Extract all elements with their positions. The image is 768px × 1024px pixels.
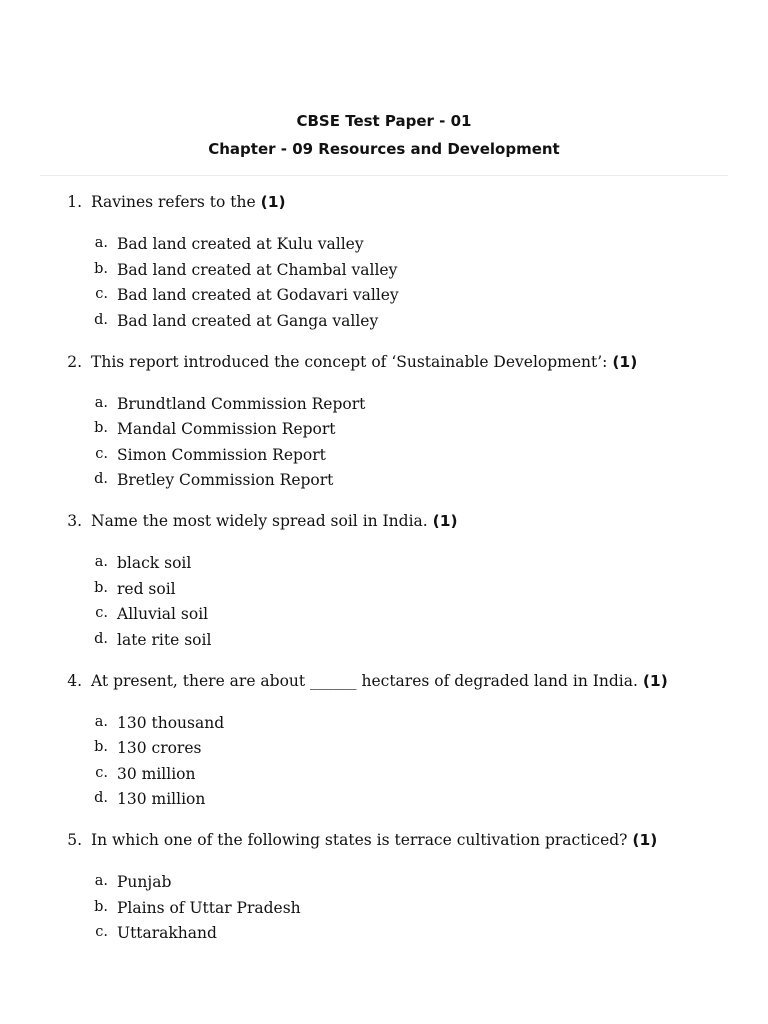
question-stem: Name the most widely spread soil in India. bbox=[91, 512, 428, 530]
question-stem: Ravines refers to the bbox=[91, 193, 256, 211]
option-text: 30 million bbox=[117, 764, 196, 783]
question-5 bbox=[0, 826, 768, 986]
question-text bbox=[91, 672, 668, 690]
question-text bbox=[91, 353, 637, 371]
option-letter: a. bbox=[94, 713, 108, 730]
option-letter: a. bbox=[94, 394, 108, 411]
option-letter: c. bbox=[95, 764, 108, 781]
option-letter: b. bbox=[94, 260, 108, 277]
option-text: Bad land created at Kulu valley bbox=[117, 235, 364, 253]
question-text bbox=[91, 831, 657, 849]
option-letter: b. bbox=[94, 898, 108, 915]
question-number: 3. bbox=[67, 512, 82, 530]
question-3 bbox=[0, 507, 768, 667]
question-marks: (1) bbox=[260, 193, 286, 211]
option-text: Bad land created at Chambal valley bbox=[117, 260, 398, 279]
option-letter: c. bbox=[95, 924, 108, 941]
option-letter: d. bbox=[94, 311, 108, 328]
option-text: Bad land created at Godavari valley bbox=[117, 286, 399, 305]
option-letter: b. bbox=[94, 579, 108, 596]
option-letter: b. bbox=[94, 420, 108, 437]
option-letter: c. bbox=[95, 445, 108, 462]
option-text: 130 million bbox=[117, 790, 206, 809]
question-marks: (1) bbox=[642, 671, 668, 690]
document-subtitle: Chapter - 09 Resources and Development bbox=[208, 140, 560, 158]
header-divider bbox=[40, 175, 728, 176]
question-marks: (1) bbox=[632, 831, 658, 849]
question-number: 5. bbox=[67, 831, 82, 849]
document-title: CBSE Test Paper - 01 bbox=[296, 112, 472, 130]
option-text: Bretley Commission Report bbox=[117, 471, 334, 490]
question-stem: This report introduced the concept of ‘Sustainable Development’: bbox=[91, 352, 608, 371]
option-text: black soil bbox=[117, 554, 192, 572]
option-letter: c. bbox=[95, 605, 108, 622]
option-text: 130 crores bbox=[117, 739, 202, 758]
question-2 bbox=[0, 348, 768, 508]
option-text: Uttarakhand bbox=[117, 924, 217, 943]
option-text: Simon Commission Report bbox=[117, 445, 326, 464]
option-letter: d. bbox=[94, 790, 108, 807]
option-text: 130 thousand bbox=[117, 713, 225, 732]
question-stem: In which one of the following states is terrace cultivation practiced? bbox=[91, 831, 628, 849]
question-list bbox=[0, 188, 768, 986]
option-text: Alluvial soil bbox=[117, 605, 209, 624]
option-text: Plains of Uttar Pradesh bbox=[117, 898, 301, 917]
option-letter: b. bbox=[94, 739, 108, 756]
question-number: 1. bbox=[67, 193, 82, 211]
question-number: 2. bbox=[67, 352, 82, 371]
question-marks: (1) bbox=[612, 352, 638, 371]
option-text: Punjab bbox=[117, 873, 172, 891]
option-text: red soil bbox=[117, 579, 176, 598]
option-letter: a. bbox=[94, 235, 108, 251]
question-4 bbox=[0, 667, 768, 827]
option-text: Bad land created at Ganga valley bbox=[117, 311, 379, 330]
option-letter: a. bbox=[94, 873, 108, 889]
question-stem: At present, there are about ______ hectares of degraded land in India. bbox=[91, 671, 638, 690]
option-text: Brundtland Commission Report bbox=[117, 394, 366, 413]
question-marks: (1) bbox=[432, 512, 458, 530]
document-header bbox=[0, 107, 768, 163]
option-letter: d. bbox=[94, 471, 108, 488]
option-text: late rite soil bbox=[117, 630, 212, 649]
question-text bbox=[91, 512, 458, 530]
question-number: 4. bbox=[67, 671, 82, 690]
question-1 bbox=[0, 188, 768, 348]
option-letter: a. bbox=[94, 554, 108, 570]
option-letter: c. bbox=[95, 286, 108, 303]
option-text: Mandal Commission Report bbox=[117, 420, 336, 439]
option-letter: d. bbox=[94, 630, 108, 647]
question-text bbox=[91, 193, 286, 211]
